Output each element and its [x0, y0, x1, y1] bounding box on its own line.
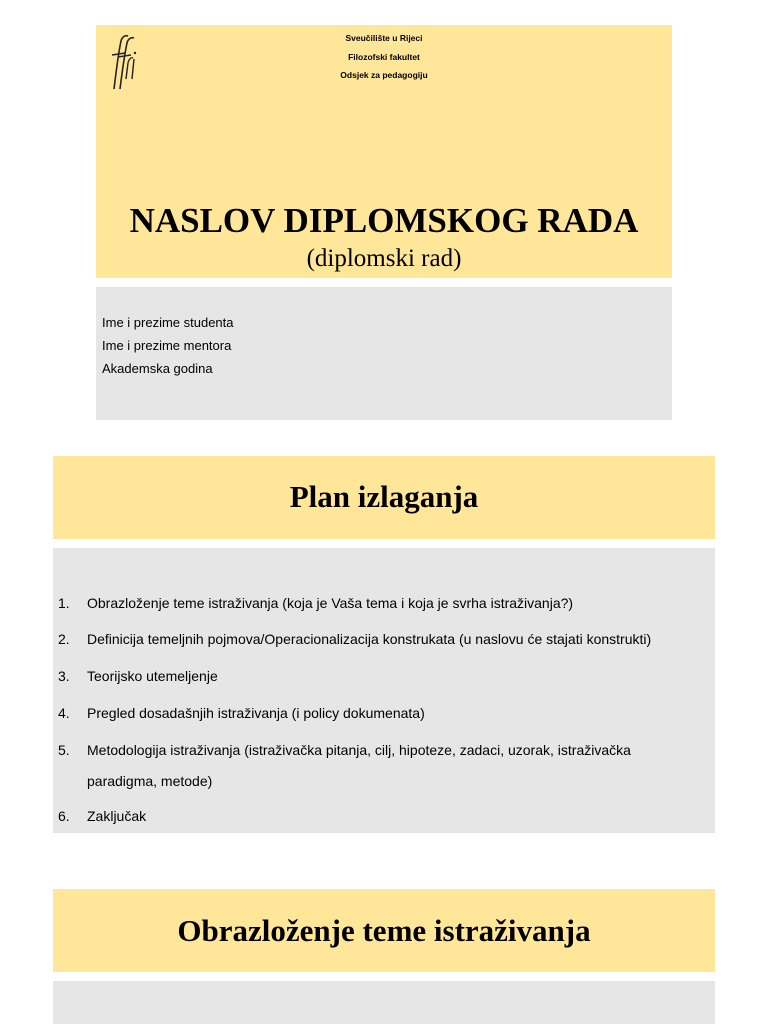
title-slide-info — [96, 287, 672, 420]
academic-year: Akademska godina — [102, 361, 213, 376]
list-number: 4. — [58, 705, 70, 721]
list-text: Zaključak — [87, 808, 147, 824]
list-number: 1. — [58, 595, 70, 611]
list-text: Pregled dosadašnjih istraživanja (i policy dokumenata) — [87, 705, 425, 721]
list-text: Metodologija istraživanja (istraživačka pitanja, cilj, hipoteze, zadaci, uzorak, istraživačka — [87, 742, 631, 758]
page-title: Plan izlaganja — [289, 479, 479, 514]
list-text-continuation: paradigma, metode) — [87, 773, 213, 789]
thesis-subtitle: (diplomski rad) — [306, 245, 462, 272]
plan-slide-header — [53, 456, 715, 539]
rationale-slide-header — [53, 889, 715, 972]
list-text: Obrazloženje teme istraživanja (koja je Vaša tema i koja je svrha istraživanja?) — [87, 595, 574, 611]
rationale-slide-body — [53, 981, 715, 1024]
page-title: Obrazloženje teme istraživanja — [177, 913, 591, 948]
university-name: Sveučilište u Rijeci — [345, 33, 423, 43]
title-slide-header — [96, 25, 672, 278]
list-number: 3. — [58, 668, 70, 684]
student-name: Ime i prezime studenta — [102, 315, 234, 330]
list-text: Definicija temeljnih pojmova/Operacionalizacija konstrukata (u naslovu će stajati konstrukti) — [87, 631, 652, 647]
mentor-name: Ime i prezime mentora — [102, 338, 232, 353]
list-number: 6. — [58, 808, 70, 824]
list-number: 5. — [58, 742, 70, 758]
list-number: 2. — [58, 631, 70, 647]
department-name: Odsjek za pedagogiju — [340, 70, 428, 80]
faculty-name: Filozofski fakultet — [348, 52, 420, 62]
thesis-title: NASLOV DIPLOMSKOG RADA — [129, 201, 639, 240]
plan-slide-body — [53, 548, 715, 833]
list-text: Teorijsko utemeljenje — [87, 668, 218, 684]
